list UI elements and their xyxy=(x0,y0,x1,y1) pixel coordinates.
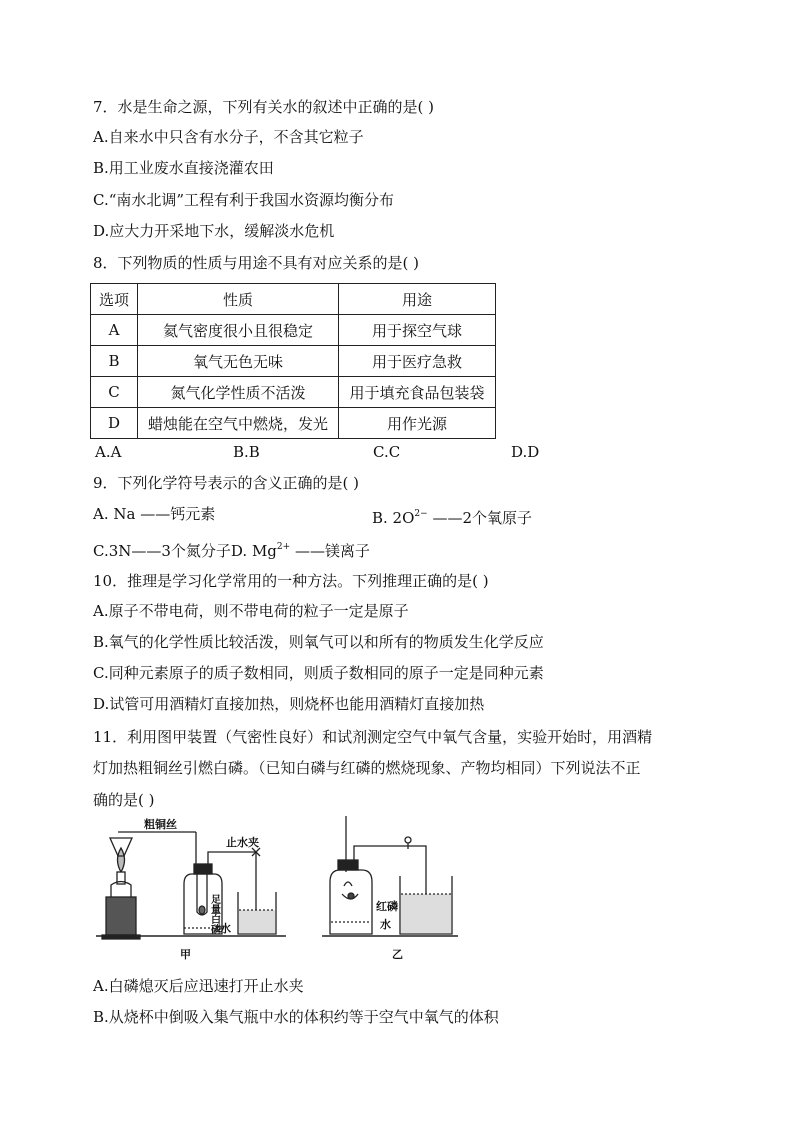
table-cell: 氧气无色无味 xyxy=(138,346,339,377)
table-row xyxy=(91,408,496,439)
q7-option-c: C.“南水北调”工程有利于我国水资源均衡分布 xyxy=(93,191,395,209)
q8-options-table xyxy=(90,283,496,439)
table-cell: D xyxy=(91,408,138,439)
q7-option-b: B.用工业废水直接浇灌农田 xyxy=(93,159,274,177)
table-cell: 氮气化学性质不活泼 xyxy=(138,377,339,408)
label-red-phosphorus: 红磷 xyxy=(376,900,398,913)
q8-answer-a: A.A xyxy=(95,443,122,461)
table-cell: C xyxy=(91,377,138,408)
q8-answer-c: C.C xyxy=(373,443,401,461)
q9-option-cd: C.3N——3个氮分子D. $Mg^{2+}$ ——镁离子 xyxy=(93,542,370,560)
table-cell: 用于填充食品包装袋 xyxy=(339,377,496,408)
q9-option-a: A. Na ——钙元素 xyxy=(93,505,216,523)
q7-option-d: D.应大力开采地下水，缓解淡水危机 xyxy=(93,222,335,240)
table-cell: 用于探空气球 xyxy=(339,315,496,346)
q8-answer-b: B.B xyxy=(233,443,260,461)
label-yi: 乙 xyxy=(392,948,403,961)
q8-stem: 8．下列物质的性质与用途不具有对应关系的是( ) xyxy=(93,254,420,272)
table-cell: 氦气密度很小且很稳定 xyxy=(138,315,339,346)
q10-option-b: B.氧气的化学性质比较活泼，则氧气可以和所有的物质发生化学反应 xyxy=(93,633,544,651)
table-cell: 蜡烛能在空气中燃烧，发光 xyxy=(138,408,339,439)
bottle-yi-icon xyxy=(330,860,372,934)
label-copper-wire: 粗铜丝 xyxy=(144,818,177,831)
table-header-cell: 选项 xyxy=(91,284,138,315)
table-header-cell: 性质 xyxy=(138,284,339,315)
q7-stem: 7．水是生命之源，下列有关水的叙述中正确的是( ) xyxy=(93,98,435,116)
q10-option-a: A.原子不带电荷，则不带电荷的粒子一定是原子 xyxy=(93,602,409,620)
q10-option-d: D.试管可用酒精灯直接加热，则烧杯也能用酒精灯直接加热 xyxy=(93,695,485,713)
q9-option-b: B. $2O^{2-}$ ——2个氧原子 xyxy=(372,509,532,527)
table-header-cell: 用途 xyxy=(339,284,496,315)
q11-stem-line2: 灯加热粗铜丝引燃白磷。（已知白磷与红磷的燃烧现象、产物均相同）下列说法不正 xyxy=(93,759,641,777)
q11-stem-line3: 确的是( ) xyxy=(93,791,155,809)
beaker-jia-icon xyxy=(238,892,276,934)
q7-option-a: A.自来水中只含有水分子，不含其它粒子 xyxy=(93,128,364,146)
q11-option-b: B.从烧杯中倒吸入集气瓶中水的体积约等于空气中氧气的体积 xyxy=(93,1008,499,1026)
table-row xyxy=(91,346,496,377)
q11-option-a: A.白磷熄灭后应迅速打开止水夹 xyxy=(93,977,304,995)
table-cell: 用于医疗急救 xyxy=(339,346,496,377)
table-cell: 用作光源 xyxy=(339,408,496,439)
table-header-row xyxy=(91,284,496,315)
q11-stem-line1: 11．利用图甲装置（气密性良好）和试剂测定空气中氧气含量，实验开始时，用酒精 xyxy=(93,728,653,746)
alcohol-lamp-icon xyxy=(102,848,140,939)
label-water-clamp: 止水夹 xyxy=(226,836,259,849)
label-water-jia: 水 xyxy=(220,922,231,935)
q8-answer-d: D.D xyxy=(511,443,540,461)
experiment-figure xyxy=(96,812,476,962)
label-white-phosphorus: 足量白磷 xyxy=(208,894,220,934)
table-cell: B xyxy=(91,346,138,377)
q10-option-c: C.同种元素原子的质子数相同，则质子数相同的原子一定是同种元素 xyxy=(93,664,544,682)
label-jia: 甲 xyxy=(180,948,191,961)
label-water-yi: 水 xyxy=(380,918,391,931)
table-row xyxy=(91,377,496,408)
q9-stem: 9．下列化学符号表示的含义正确的是( ) xyxy=(93,474,360,492)
table-cell: A xyxy=(91,315,138,346)
q10-stem: 10．推理是学习化学常用的一种方法。下列推理正确的是( ) xyxy=(93,572,489,590)
table-row xyxy=(91,315,496,346)
